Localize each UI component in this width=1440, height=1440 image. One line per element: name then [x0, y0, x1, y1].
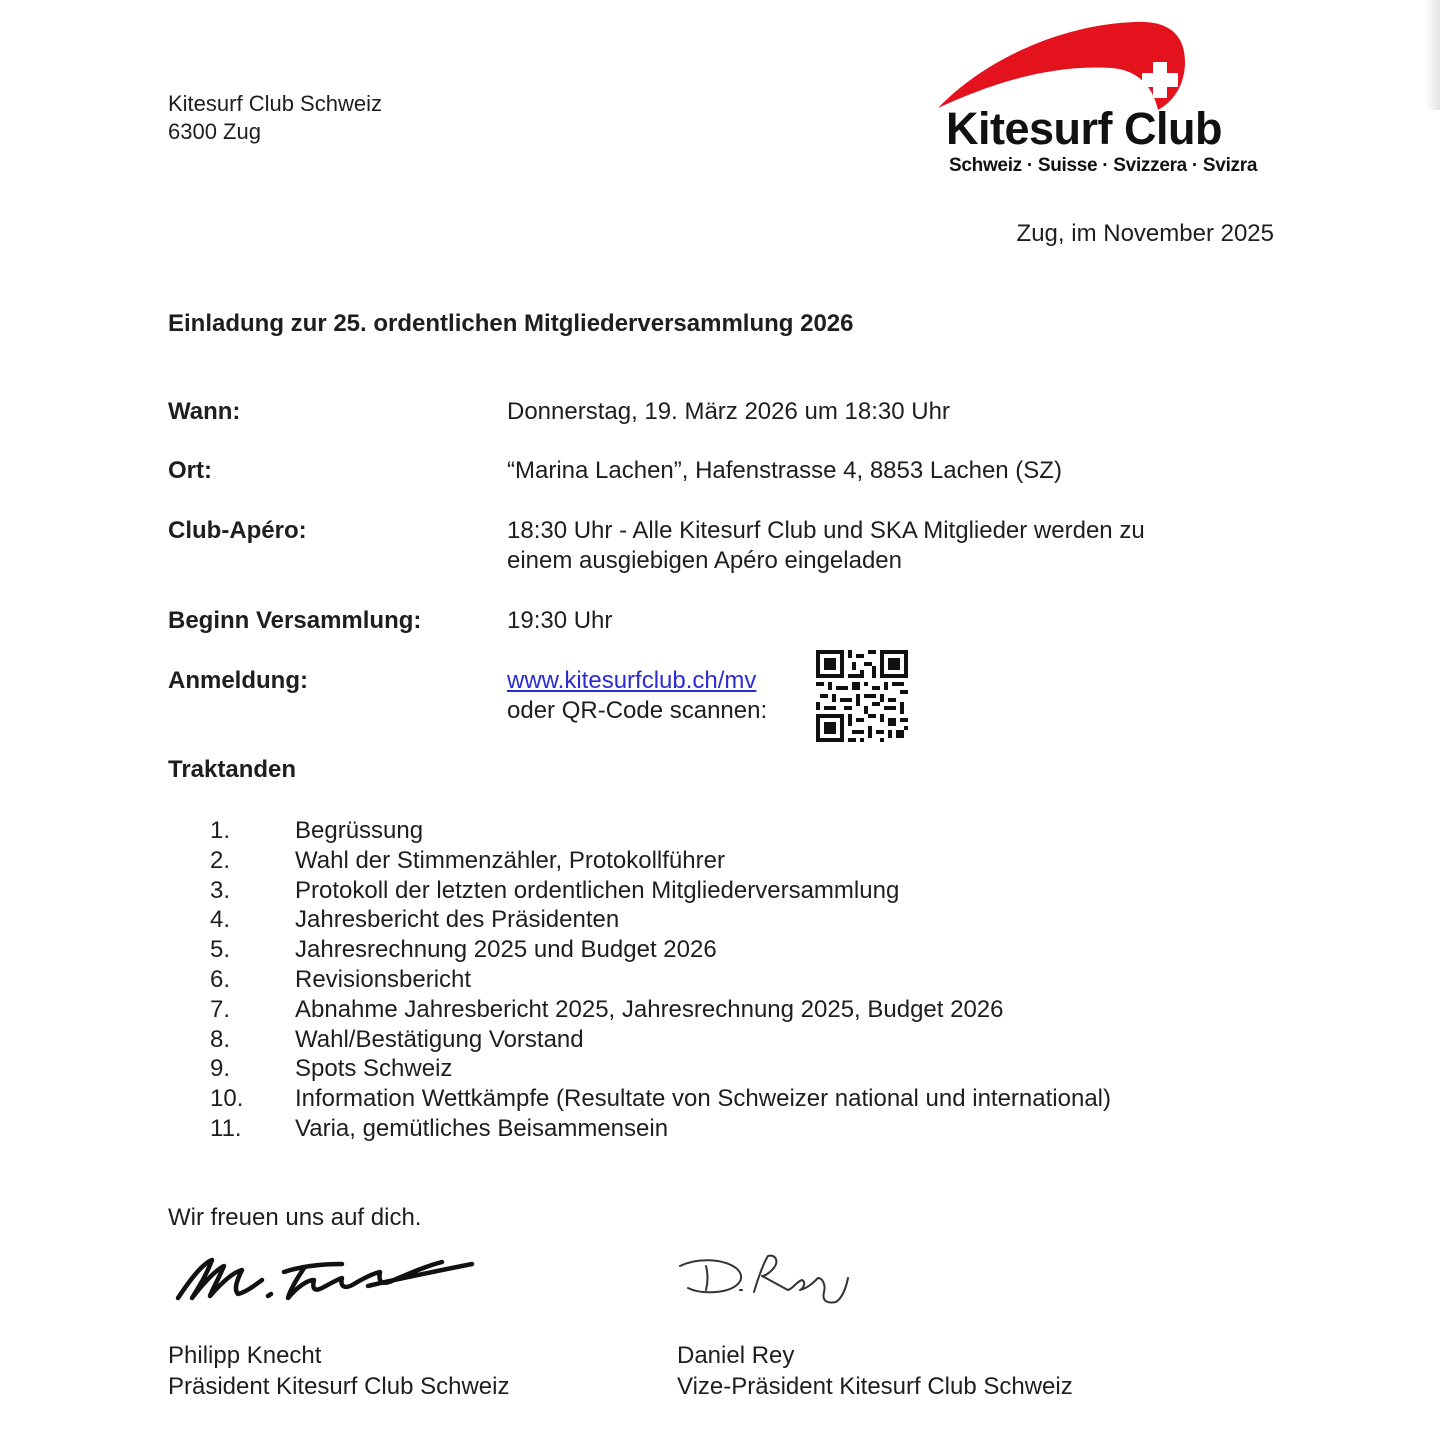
agenda-item-text: Revisionsbericht [295, 965, 472, 993]
signer-president [168, 1340, 509, 1402]
ort-label: Ort: [168, 457, 212, 484]
agenda-item-number: 6. [210, 965, 231, 993]
qr-code[interactable] [816, 650, 908, 742]
club-logo [930, 14, 1280, 174]
closing-line: Wir freuen uns auf dich. [168, 1204, 422, 1231]
agenda-item-text: Abnahme Jahresbericht 2025, Jahresrechnung 2025, Budget 2026 [295, 995, 1004, 1023]
anmeldung-label: Anmeldung: [168, 667, 308, 694]
wann-value: Donnerstag, 19. März 2026 um 18:30 Uhr [507, 398, 950, 425]
agenda-item-text: Begrüssung [295, 817, 424, 844]
agenda-item-number: 5. [210, 936, 231, 964]
apero-line-1: 18:30 Uhr - Alle Kitesurf Club und SKA Mitglieder werden zu [507, 517, 1145, 544]
agenda-item-number: 8. [210, 1025, 231, 1053]
agenda-item-number: 4. [210, 906, 231, 934]
agenda-item-text: Jahresrechnung 2025 und Budget 2026 [295, 936, 717, 964]
beginn-label: Beginn Versammlung: [168, 607, 422, 634]
ort-value: “Marina Lachen”, Hafenstrasse 4, 8853 Lachen (SZ) [507, 457, 1062, 484]
signer-role: Präsident Kitesurf Club Schweiz [168, 1373, 510, 1400]
sender-name: Kitesurf Club Schweiz [168, 91, 382, 116]
logo-title: Kitesurf Club [946, 103, 1223, 154]
registration-link[interactable]: www.kitesurfclub.ch/mv [507, 667, 757, 694]
apero-label: Club-Apéro: [168, 517, 307, 544]
signer-name: Daniel Rey [677, 1342, 795, 1369]
agenda-item-number: 3. [210, 876, 231, 904]
agenda-item-text: Protokoll der letzten ordentlichen Mitgliederversammlung [295, 876, 900, 904]
letter-date: Zug, im November 2025 [1016, 220, 1274, 247]
agenda-item-text: Wahl/Bestätigung Vorstand [295, 1025, 584, 1053]
signature-vice-president [676, 1248, 866, 1308]
agenda-item-number: 11. [210, 1114, 242, 1142]
agenda-item-number: 10. [210, 1085, 244, 1113]
signer-name: Philipp Knecht [168, 1342, 322, 1369]
qr-instruction: oder QR-Code scannen: [507, 697, 768, 724]
agenda-item-number: 9. [210, 1055, 231, 1083]
agenda-item-text: Varia, gemütliches Beisammensein [295, 1114, 669, 1142]
agenda-item-text: Jahresbericht des Präsidenten [295, 906, 620, 934]
agenda-item-number: 7. [210, 995, 231, 1023]
agenda-item-number: 1. [210, 817, 231, 844]
signer-vice-president [677, 1340, 1073, 1402]
agenda-heading: Traktanden [168, 756, 297, 783]
letter-title: Einladung zur 25. ordentlichen Mitgliederversammlung 2026 [168, 310, 854, 337]
signer-role: Vize-Präsident Kitesurf Club Schweiz [677, 1373, 1073, 1400]
page-edge-shadow [1424, 0, 1440, 110]
signature-president [172, 1250, 482, 1310]
beginn-value: 19:30 Uhr [507, 607, 613, 634]
qr-code-icon [816, 650, 908, 742]
apero-line-2: einem ausgiebigen Apéro eingeladen [507, 547, 902, 574]
sender-address [168, 90, 382, 146]
logo-subtitle: Schweiz · Suisse · Svizzera · Svizra [949, 155, 1258, 176]
agenda-item-text: Spots Schweiz [295, 1055, 453, 1083]
anmeldung-value [507, 666, 767, 726]
sender-city: 6300 Zug [168, 119, 261, 144]
agenda-item-text: Wahl der Stimmenzähler, Protokollführer [295, 846, 725, 874]
apero-value [507, 516, 1145, 576]
wann-label: Wann: [168, 398, 241, 425]
agenda-item-number: 2. [210, 846, 231, 874]
agenda-item-text: Information Wettkämpfe (Resultate von Schweizer national und international) [295, 1085, 1111, 1113]
